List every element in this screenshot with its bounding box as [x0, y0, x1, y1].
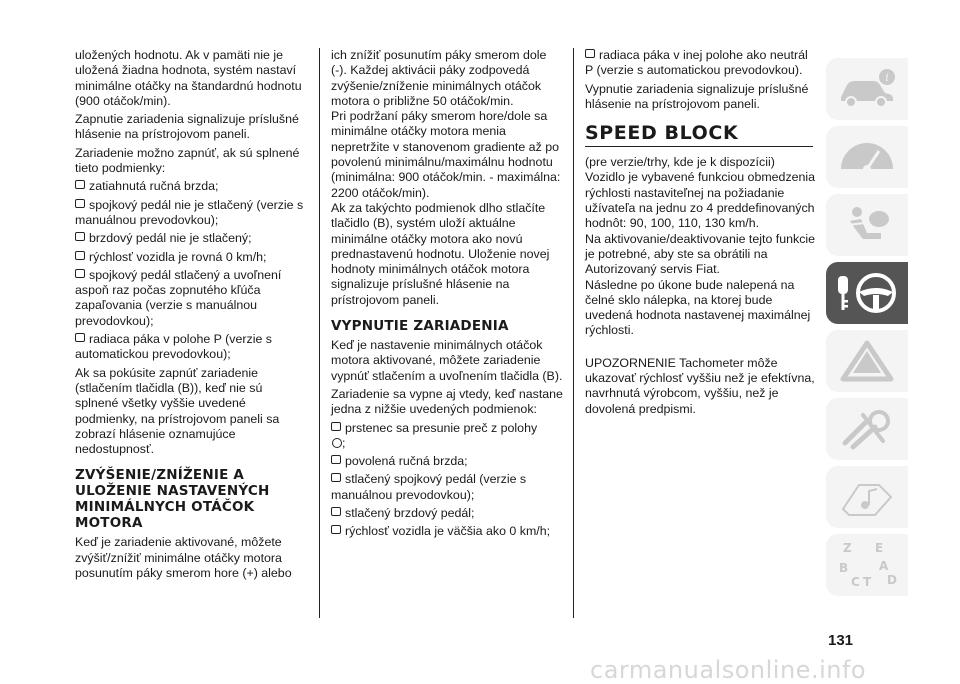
breakdown-warning-icon — [835, 339, 899, 383]
section-heading: ZVÝŠENIE/ZNÍŽENIE A ULOŽENIE NASTAVENÝCH MINIMÁLNYCH OTÁČOK MOTORA — [75, 467, 270, 532]
list-item: prstenec sa presunie preč z polohy ; — [331, 421, 563, 452]
dashboard-gauge-icon — [835, 135, 899, 179]
list-item: rýchlosť vozidla je rovná 0 km/h; — [75, 250, 307, 265]
checkbox-bullet-icon — [331, 422, 341, 431]
list-item: spojkový pedál nie je stlačený (verzie s manuálnou prevodovkou); — [75, 197, 304, 227]
paragraph: Zariadenie možno zapnúť, ak sú splnené tieto podmienky: — [75, 145, 300, 176]
car-info-icon — [835, 67, 899, 111]
list-item: stlačený spojkový pedál (verzie s manuálnou prevodovkou); — [331, 472, 527, 502]
column-1 — [75, 48, 307, 584]
svg-text:i: i — [885, 71, 889, 84]
section-heading: SPEED BLOCK — [585, 122, 739, 145]
checkbox-bullet-icon — [585, 49, 595, 58]
section-heading: VYPNUTIE ZARIADENIA — [331, 318, 509, 335]
list-item: stlačený brzdový pedál; — [331, 506, 563, 521]
svg-text:E: E — [875, 541, 884, 555]
checkbox-bullet-icon — [75, 269, 85, 278]
list-item: povolená ručná brzda; — [331, 454, 563, 469]
tab-maintenance[interactable] — [826, 398, 908, 460]
paragraph: Ak za takýchto podmienok dlho stlačíte tlačidlo (B), systém uloží aktuálne minimálne otáčky motora ako novú prednastavenú hodnotu. Uloženie novej hodnoty minimálnych otáčok motora signalizuje príslušné hlásenie na prístrojovom paneli. — [331, 200, 550, 307]
checkbox-bullet-icon — [331, 473, 341, 482]
list-item: spojkový pedál stlačený a uvoľnení aspoň raz počas zopnutého kľúča zapaľovania (verzie s manuálnou prevodovkou); — [75, 267, 282, 328]
checkbox-bullet-icon — [75, 251, 85, 260]
watermark: carmanualsonline.info — [590, 656, 867, 684]
paragraph: Pri podržaní páky smerom hore/dole sa minimálne otáčky motora menia nepretržite v stanovenom gradiente až po povolenú minimálnu/maximálnu hodnotu (minimálna: 900 otáčok/min. - maximálna: 2200 otáčok/min). — [331, 109, 561, 200]
paragraph: Zariadenie sa vypne aj vtedy, keď nastane jedna z nižšie uvedených podmienok: — [331, 386, 563, 417]
checkbox-bullet-icon — [75, 199, 85, 208]
list-item: brzdový pedál nie je stlačený; — [75, 231, 307, 246]
column-3 — [585, 48, 817, 420]
paragraph: (pre verzie/trhy, kde je k dispozícii) Vozidlo je vybavené funkciou obmedzenia rýchlosti nastaviteľnej na požiadanie užívateľa na jednu zo 4 preddefinovaných hodnôt: 90, 100, 110, 130 km/h. — [585, 155, 816, 231]
list-item: radiaca páka v inej polohe ako neutrál P (verzie s automatickou prevodovkou). — [585, 48, 808, 78]
paragraph: Následne po úkone bude nalepená na čelné sklo nálepka, na ktorej bude uvedená hodnota nastavenej maximálnej rýchlosti. — [585, 277, 811, 338]
paragraph: ich znížiť posunutím páky smerom dole (-). Každej aktivácii páky zodpovedá zvýšenie/zníženie minimálnych otáčok motora o približne 50 otáčok/min. — [331, 48, 547, 108]
tab-dashboard[interactable] — [826, 126, 908, 188]
ring-position-icon — [332, 438, 342, 448]
svg-text:T: T — [863, 575, 872, 589]
column-divider — [573, 48, 574, 618]
paragraph: Vypnutie zariadenia signalizuje príslušné hlásenie na prístrojovom paneli. — [585, 81, 809, 111]
alphabetical-index-icon — [835, 540, 899, 590]
multimedia-icon — [835, 475, 899, 519]
paragraph: Keď je zariadenie aktivované, môžete zvýšiť/znížiť minimálne otáčky motora posunutím páky smerom hore (+) alebo — [75, 535, 292, 581]
list-item: radiaca páka v polohe P (verzie s automatickou prevodovkou); — [75, 332, 272, 362]
paragraph: Keď je nastavenie minimálnych otáčok motora aktivované, môžete zariadenie vypnúť stlačením a uvoľnením tlačidla (B). — [331, 338, 563, 383]
tab-car-info[interactable] — [826, 58, 908, 120]
svg-text:Z: Z — [843, 541, 852, 555]
tab-multimedia[interactable] — [826, 466, 908, 528]
svg-text:C: C — [851, 575, 860, 589]
tab-starting-driving[interactable] — [826, 262, 908, 324]
page-number: 131 — [828, 632, 854, 649]
column-2 — [331, 48, 563, 543]
checkbox-bullet-icon — [75, 232, 85, 241]
paragraph: Zapnutie zariadenia signalizuje príslušné hlásenie na prístrojovom paneli. — [75, 112, 299, 142]
list-item: rýchlosť vozidla je väčšia ako 0 km/h; — [331, 524, 563, 539]
column-divider — [319, 48, 320, 618]
checkbox-bullet-icon — [75, 180, 85, 189]
checkbox-bullet-icon — [331, 525, 341, 534]
paragraph: Na aktivovanie/deaktivovanie tejto funkcie je potrebné, aby ste sa obrátili na Autorizovaný servis Fiat. — [585, 231, 816, 277]
paragraph: Ak sa pokúsite zapnúť zariadenie (stlačením tlačidla (B)), keď nie sú splnené všetky vyššie uvedené podmienky, na prístrojovom paneli sa zobrazí hlásenie oznamujúce nedostupnosť. — [75, 365, 280, 457]
paragraph: uložených hodnotu. Ak v pamäti nie je uložená žiadna hodnota, systém nastaví minimálne otáčky na štandardnú hodnotu (900 otáčok/min). — [75, 48, 302, 108]
svg-text:B: B — [839, 561, 849, 575]
heading-rule — [585, 146, 813, 147]
list-item: zatiahnutá ručná brzda; — [75, 179, 307, 194]
service-maintenance-icon — [835, 407, 899, 451]
svg-text:D: D — [887, 573, 897, 587]
tab-emergency[interactable] — [826, 330, 908, 392]
svg-text:A: A — [879, 559, 889, 573]
tab-index[interactable] — [826, 534, 908, 596]
tab-safety[interactable] — [826, 194, 908, 256]
checkbox-bullet-icon — [331, 455, 341, 464]
checkbox-bullet-icon — [75, 333, 85, 342]
paragraph: UPOZORNENIE Tachometer môže ukazovať rýchlosť vyššiu než je efektívna, navrhnutá výrobcom, vyššiu, než je dovolená predpismi. — [585, 355, 815, 416]
checkbox-bullet-icon — [331, 507, 341, 516]
chapter-tabs — [826, 58, 908, 602]
key-steering-wheel-icon — [832, 268, 902, 318]
airbag-safety-icon — [835, 203, 899, 247]
